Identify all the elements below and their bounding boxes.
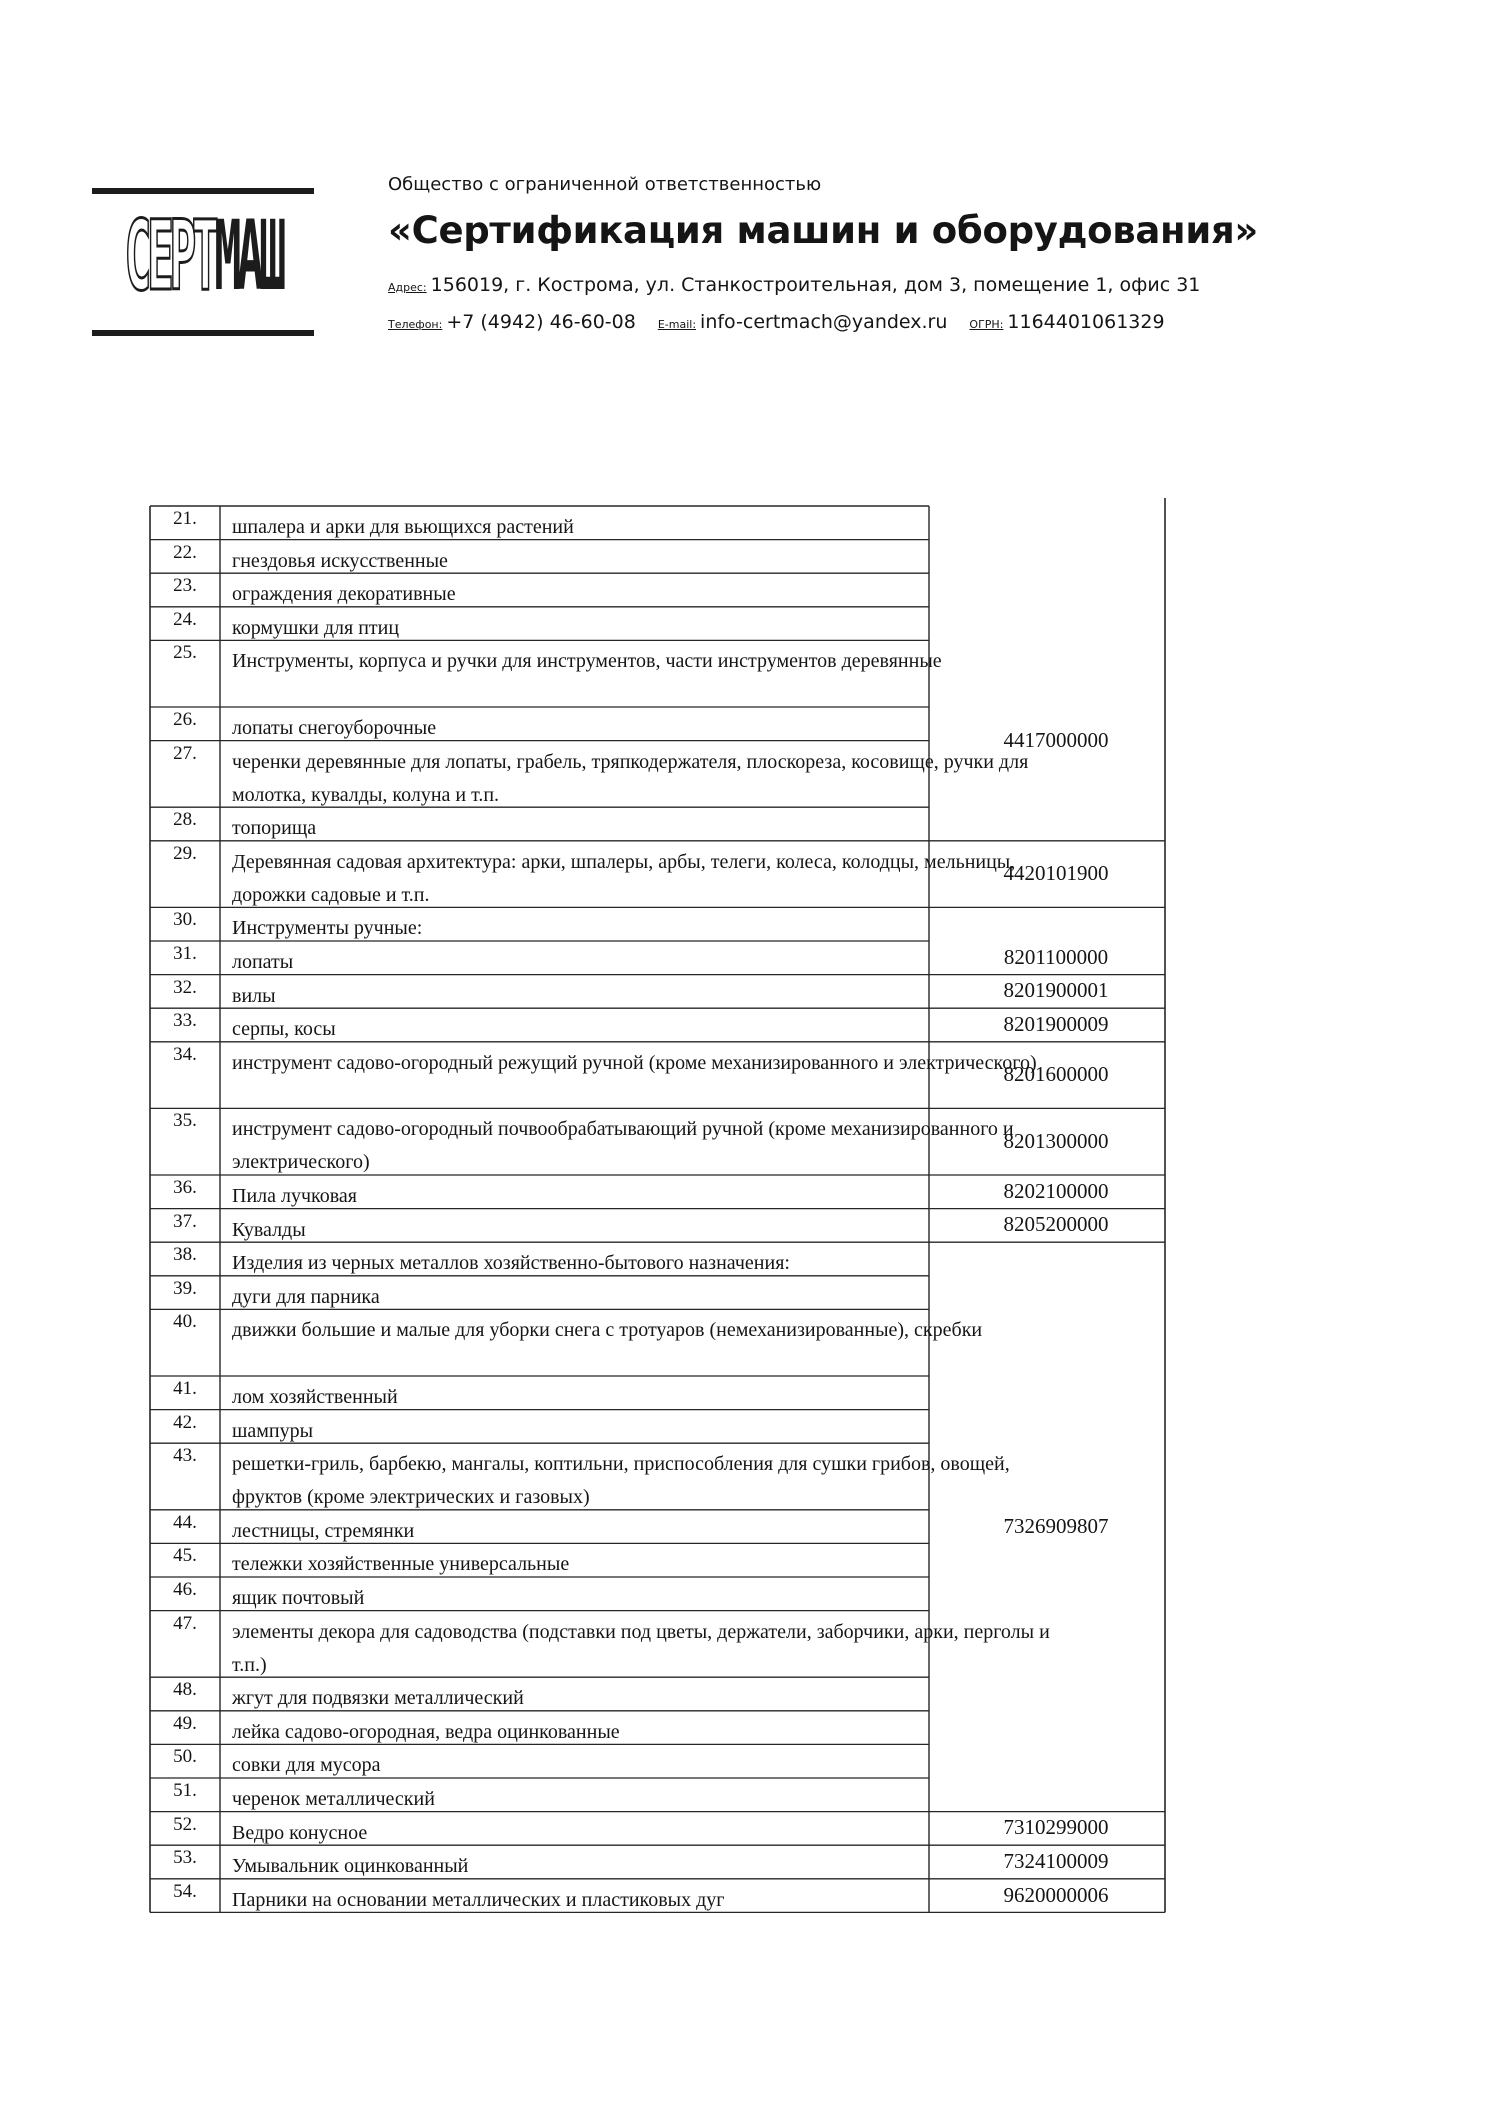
row-number: 45. <box>173 1545 197 1567</box>
row-number: 28. <box>173 809 197 831</box>
row-description: решетки-гриль, барбекю, мангалы, коптильни, приспособления для сушки грибов, овощей, фруктов (кроме электрических и газовых) <box>232 1453 1010 1509</box>
row-description: жгут для подвязки металлический <box>232 1687 524 1710</box>
row-description: инструмент садово-огородный режущий ручной (кроме механизированного и электрического) <box>232 1051 1037 1074</box>
row-description: гнездовья искусственные <box>232 549 448 572</box>
row-number: 25. <box>173 642 197 664</box>
row-number: 54. <box>173 1880 197 1902</box>
table-row <box>150 607 1165 641</box>
row-number: 52. <box>173 1813 197 1835</box>
row-description: Парники на основании металлических и пластиковых дуг <box>232 1888 725 1911</box>
row-number: 31. <box>173 943 197 964</box>
row-description: лом хозяйственный <box>232 1386 398 1408</box>
table-row <box>150 540 1165 574</box>
tn-ved-code: 7310299000 <box>1003 1815 1109 1840</box>
row-number: 22. <box>173 541 197 563</box>
row-number: 34. <box>173 1043 197 1065</box>
table-row <box>150 640 1165 707</box>
table-row <box>150 573 1165 607</box>
address-label: Адрес: <box>388 281 427 294</box>
table-row <box>150 1543 1165 1577</box>
row-description: лопаты <box>232 951 294 973</box>
row-description: шампуры <box>232 1419 314 1442</box>
logo-text-dark: МАШ <box>214 200 282 312</box>
logo-wordmark <box>124 200 282 312</box>
row-description: элементы декора для садоводства (подставки под цветы, держатели, заборчики, арки, перголы и т.п.) <box>232 1620 1050 1676</box>
table-row <box>150 1711 1165 1745</box>
row-description: лопаты снегоуборочные <box>232 717 437 739</box>
row-description: Пила лучковая <box>232 1185 357 1207</box>
row-number: 41. <box>173 1378 197 1399</box>
row-number: 27. <box>173 742 197 764</box>
ogrn-label: ОГРН: <box>969 318 1004 331</box>
logo-text-light: СЕРТ <box>124 200 215 312</box>
tn-ved-code: 8201900009 <box>1003 1012 1109 1036</box>
row-number: 23. <box>173 575 197 597</box>
table-row <box>150 1744 1165 1778</box>
row-description: топорища <box>232 817 317 840</box>
address-line <box>388 268 1448 305</box>
row-number: 49. <box>173 1712 197 1734</box>
row-description: лестницы, стремянки <box>232 1519 415 1542</box>
logo-top-rule <box>92 188 314 194</box>
row-description: черенок металлический <box>232 1788 435 1810</box>
row-number: 51. <box>173 1780 197 1801</box>
row-description: кормушки для птиц <box>232 616 400 639</box>
letterhead <box>388 172 1448 342</box>
table-row <box>150 1443 1165 1510</box>
table-row <box>150 1410 1165 1444</box>
row-number: 48. <box>173 1679 197 1701</box>
table-row <box>150 807 1165 841</box>
row-number: 26. <box>173 709 197 730</box>
row-description: ящик почтовый <box>232 1587 365 1609</box>
row-description: тележки хозяйственные универсальные <box>232 1553 570 1576</box>
row-number: 29. <box>173 842 197 864</box>
table-row <box>150 1677 1165 1711</box>
tn-ved-code: 9620000006 <box>1003 1882 1109 1907</box>
tn-ved-code: 8205200000 <box>1003 1212 1109 1237</box>
goods-table <box>150 506 1165 1916</box>
row-number: 21. <box>173 508 197 529</box>
row-number: 42. <box>173 1411 197 1433</box>
table-row <box>150 1611 1165 1678</box>
table-row <box>150 1577 1165 1611</box>
row-number: 32. <box>173 976 197 998</box>
ogrn: 1164401061329 <box>1007 311 1165 333</box>
row-description: черенки деревянные для лопаты, грабель, тряпкодержателя, плоскореза, косовище, ручки для молотка, кувалды, колуна и т.п. <box>232 750 1029 806</box>
address: 156019, г. Кострома, ул. Станкостроительная, дом 3, помещение 1, офис 31 <box>430 274 1201 296</box>
row-description: ограждения декоративные <box>232 583 456 606</box>
phone-label: Телефон: <box>388 318 443 331</box>
row-description: движки большие и малые для уборки снега с тротуаров (немеханизированные), скребки <box>232 1319 983 1342</box>
table-row <box>150 506 1165 540</box>
table-row <box>150 1376 1165 1410</box>
table-row <box>150 907 1165 941</box>
tn-ved-code: 8202100000 <box>1003 1178 1109 1203</box>
row-number: 38. <box>173 1244 197 1266</box>
row-number: 44. <box>173 1511 197 1533</box>
row-description: совки для мусора <box>232 1754 381 1777</box>
row-number: 46. <box>173 1579 197 1600</box>
row-description: лейка садово-огородная, ведра оцинкованные <box>232 1720 620 1743</box>
row-description: инструмент садово-огородный почвообрабатывающий ручной (кроме механизированного и электрического) <box>232 1118 1014 1174</box>
contacts-line <box>388 305 1448 342</box>
row-number: 30. <box>173 909 197 931</box>
row-description: вилы <box>232 984 276 1007</box>
row-description: шпалера и арки для вьющихся растений <box>232 516 574 538</box>
row-description: Инструменты, корпуса и ручки для инструментов, части инструментов деревянные <box>232 650 942 673</box>
row-description: Изделия из черных металлов хозяйственно-бытового назначения: <box>232 1252 790 1275</box>
row-number: 40. <box>173 1311 197 1333</box>
row-number: 24. <box>173 608 197 630</box>
email-label: E-mail: <box>657 318 697 331</box>
row-number: 53. <box>173 1847 197 1869</box>
row-number: 35. <box>173 1110 197 1132</box>
row-description: Умывальник оцинкованный <box>232 1855 469 1878</box>
tn-ved-code: 7324100009 <box>1003 1849 1109 1873</box>
tn-ved-code: 8201100000 <box>1003 944 1109 969</box>
row-number: 37. <box>173 1210 197 1232</box>
tn-ved-code: 4420101900 <box>1003 861 1109 886</box>
row-description: Инструменты ручные: <box>232 917 423 940</box>
email: info-certmach@yandex.ru <box>700 311 948 333</box>
tn-ved-code: 4417000000 <box>1003 727 1109 752</box>
tn-ved-code: 8201900001 <box>1003 978 1109 1003</box>
row-description: Кувалды <box>232 1218 306 1241</box>
table-row <box>150 1276 1165 1310</box>
org-form: Общество с ограниченной ответственностью <box>388 174 822 195</box>
tn-ved-code: 8201300000 <box>1003 1128 1109 1153</box>
row-description: дуги для парника <box>232 1285 380 1308</box>
logo-bottom-rule <box>92 330 314 336</box>
row-number: 43. <box>173 1445 197 1467</box>
company-logo <box>92 188 314 336</box>
tn-ved-code: 7326909807 <box>1003 1513 1109 1538</box>
table-row <box>150 1309 1165 1376</box>
row-number: 47. <box>173 1612 197 1634</box>
table-row <box>150 1242 1165 1276</box>
phone: +7 (4942) 46-60-08 <box>446 311 636 333</box>
row-number: 33. <box>173 1010 197 1032</box>
row-description: серпы, косы <box>232 1018 336 1041</box>
row-number: 50. <box>173 1746 197 1768</box>
row-number: 36. <box>173 1177 197 1198</box>
row-description: Деревянная садовая архитектура: арки, шпалеры, арбы, телеги, колеса, колодцы, мельницы, дорожки садовые и т.п. <box>232 850 1016 906</box>
tn-ved-code: 8201600000 <box>1003 1062 1109 1087</box>
row-number: 39. <box>173 1277 197 1299</box>
company-name: «Сертификация машин и оборудования» <box>388 209 1259 252</box>
table-row <box>150 1778 1165 1812</box>
row-description: Ведро конусное <box>232 1821 368 1844</box>
